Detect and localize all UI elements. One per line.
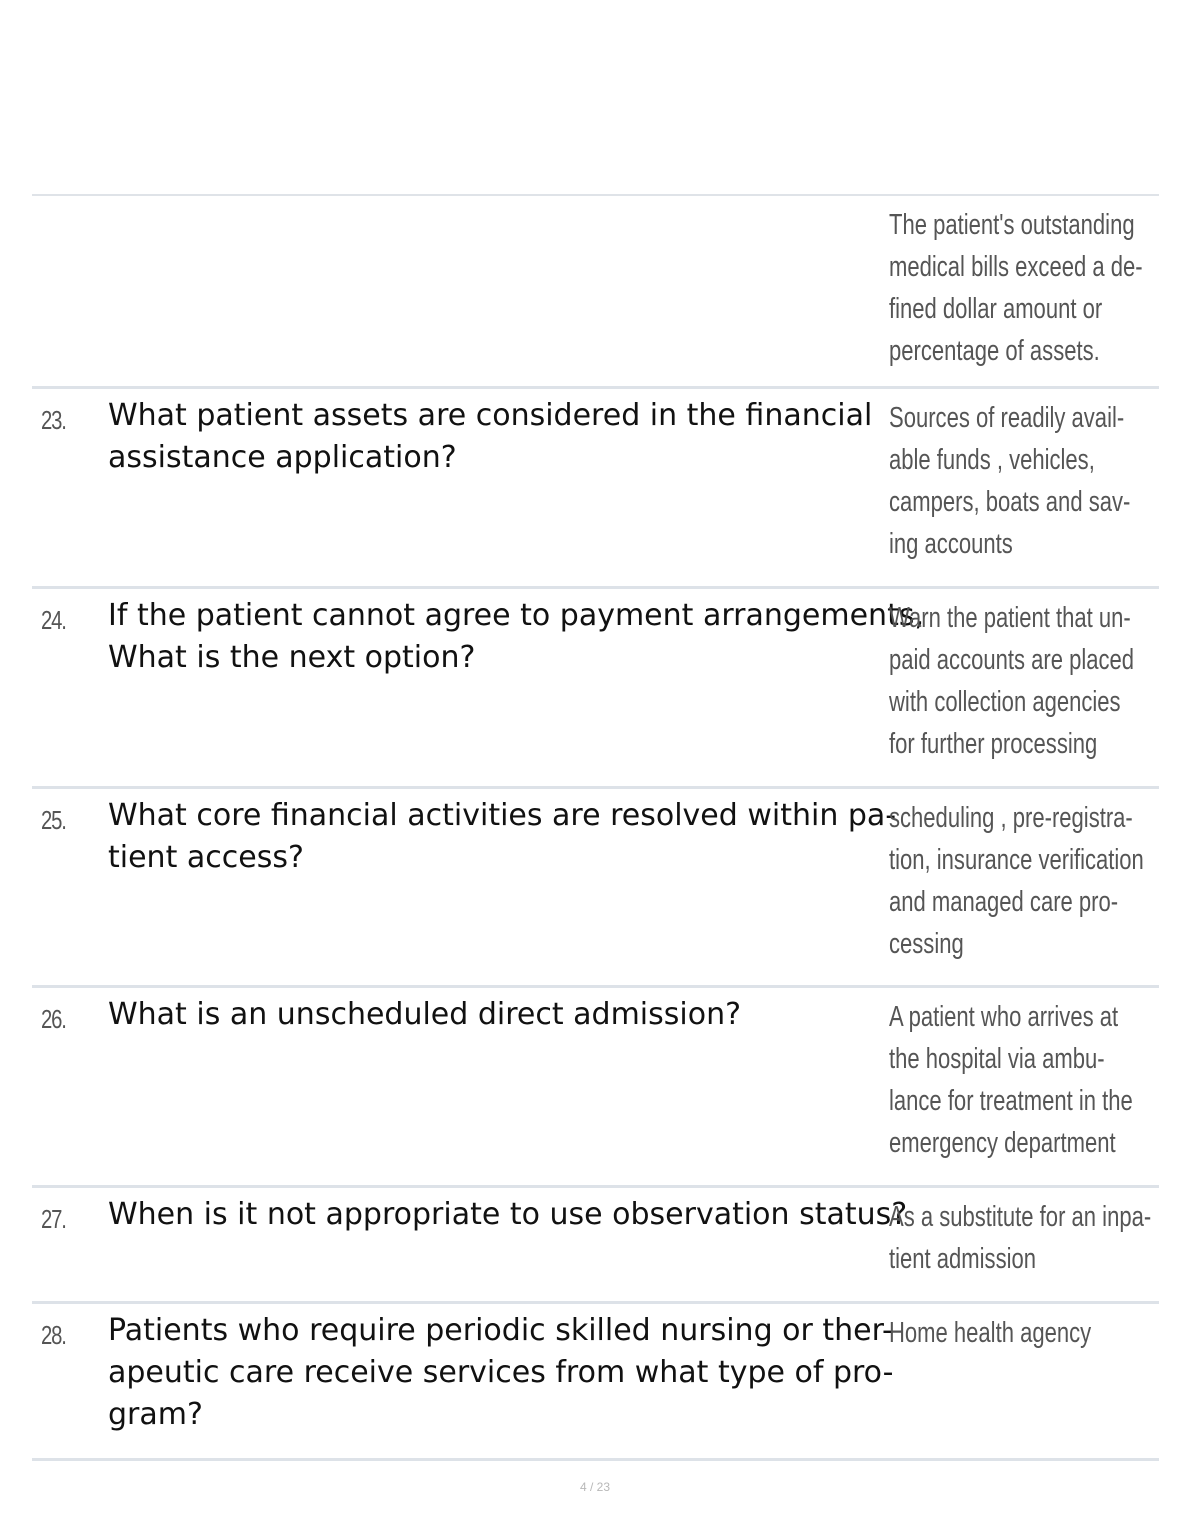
question-line: apeutic care receive services from what type of pro- xyxy=(108,1355,894,1390)
table-row xyxy=(32,389,1159,589)
page-indicator: 4 / 23 xyxy=(579,1480,611,1494)
answer-line: cessing xyxy=(889,928,964,960)
answer-text xyxy=(889,204,1143,372)
table-row xyxy=(32,196,1159,389)
question-number: 28. xyxy=(41,1320,66,1350)
answer-text xyxy=(889,397,1140,565)
question-line: When is it not appropriate to use observation status? xyxy=(108,1197,908,1232)
question-line: If the patient cannot agree to payment arrangements, xyxy=(108,598,924,633)
answer-text xyxy=(889,996,1140,1164)
answer-line: Sources of readily avail- xyxy=(889,402,1125,434)
answer-line: The patient's outstanding xyxy=(889,209,1135,241)
answer-text xyxy=(889,1196,1152,1280)
answer-line: tion, insurance verification xyxy=(889,844,1144,876)
answer-line: As a substitute for an inpa- xyxy=(889,1201,1152,1233)
answer-line: percentage of assets. xyxy=(889,335,1100,367)
flashcard-table xyxy=(32,194,1159,1461)
answer-line: for further processing xyxy=(889,728,1098,760)
question-text xyxy=(108,1310,894,1436)
answer-line: lance for treatment in the xyxy=(889,1085,1133,1117)
answer-line: fined dollar amount or xyxy=(889,293,1103,325)
question-text xyxy=(108,994,888,1036)
answer-line: emergency department xyxy=(889,1127,1116,1159)
question-number: 23. xyxy=(41,405,66,435)
answer-line: campers, boats and sav- xyxy=(889,486,1131,518)
answer-line: Warn the patient that un- xyxy=(889,602,1131,634)
answer-text xyxy=(889,797,1144,965)
answer-line: with collection agencies xyxy=(889,686,1121,718)
answer-line: ing accounts xyxy=(889,528,1013,560)
question-number: 27. xyxy=(41,1204,66,1234)
question-line: tient access? xyxy=(108,840,304,875)
answer-line: scheduling , pre-registra- xyxy=(889,802,1133,834)
question-text xyxy=(108,395,888,479)
table-row xyxy=(32,789,1159,988)
answer-line: A patient who arrives at xyxy=(889,1001,1119,1033)
table-row xyxy=(32,589,1159,789)
answer-line: paid accounts are placed xyxy=(889,644,1135,676)
answer-line: tient admission xyxy=(889,1243,1037,1275)
answer-line: medical bills exceed a de- xyxy=(889,251,1143,283)
answer-line: Home health agency xyxy=(889,1317,1092,1349)
answer-line: the hospital via ambu- xyxy=(889,1043,1105,1075)
question-line: What core financial activities are resolved within pa- xyxy=(108,798,897,833)
question-line: gram? xyxy=(108,1397,203,1432)
question-number: 25. xyxy=(41,805,66,835)
question-number: 26. xyxy=(41,1004,66,1034)
question-line: Patients who require periodic skilled nursing or ther- xyxy=(108,1313,893,1348)
question-text xyxy=(108,595,924,679)
question-line: What patient assets are considered in the financial xyxy=(108,398,873,433)
answer-line: and managed care pro- xyxy=(889,886,1119,918)
question-text xyxy=(108,1194,908,1236)
answer-text xyxy=(889,1312,1140,1354)
question-number: 24. xyxy=(41,605,66,635)
table-row xyxy=(32,1304,1159,1461)
table-row xyxy=(32,1188,1159,1304)
table-row xyxy=(32,988,1159,1188)
question-text xyxy=(108,795,897,879)
question-line: What is an unscheduled direct admission? xyxy=(108,997,742,1032)
question-line: What is the next option? xyxy=(108,640,476,675)
answer-line: able funds , vehicles, xyxy=(889,444,1095,476)
question-line: assistance application? xyxy=(108,440,457,475)
answer-text xyxy=(889,597,1140,765)
